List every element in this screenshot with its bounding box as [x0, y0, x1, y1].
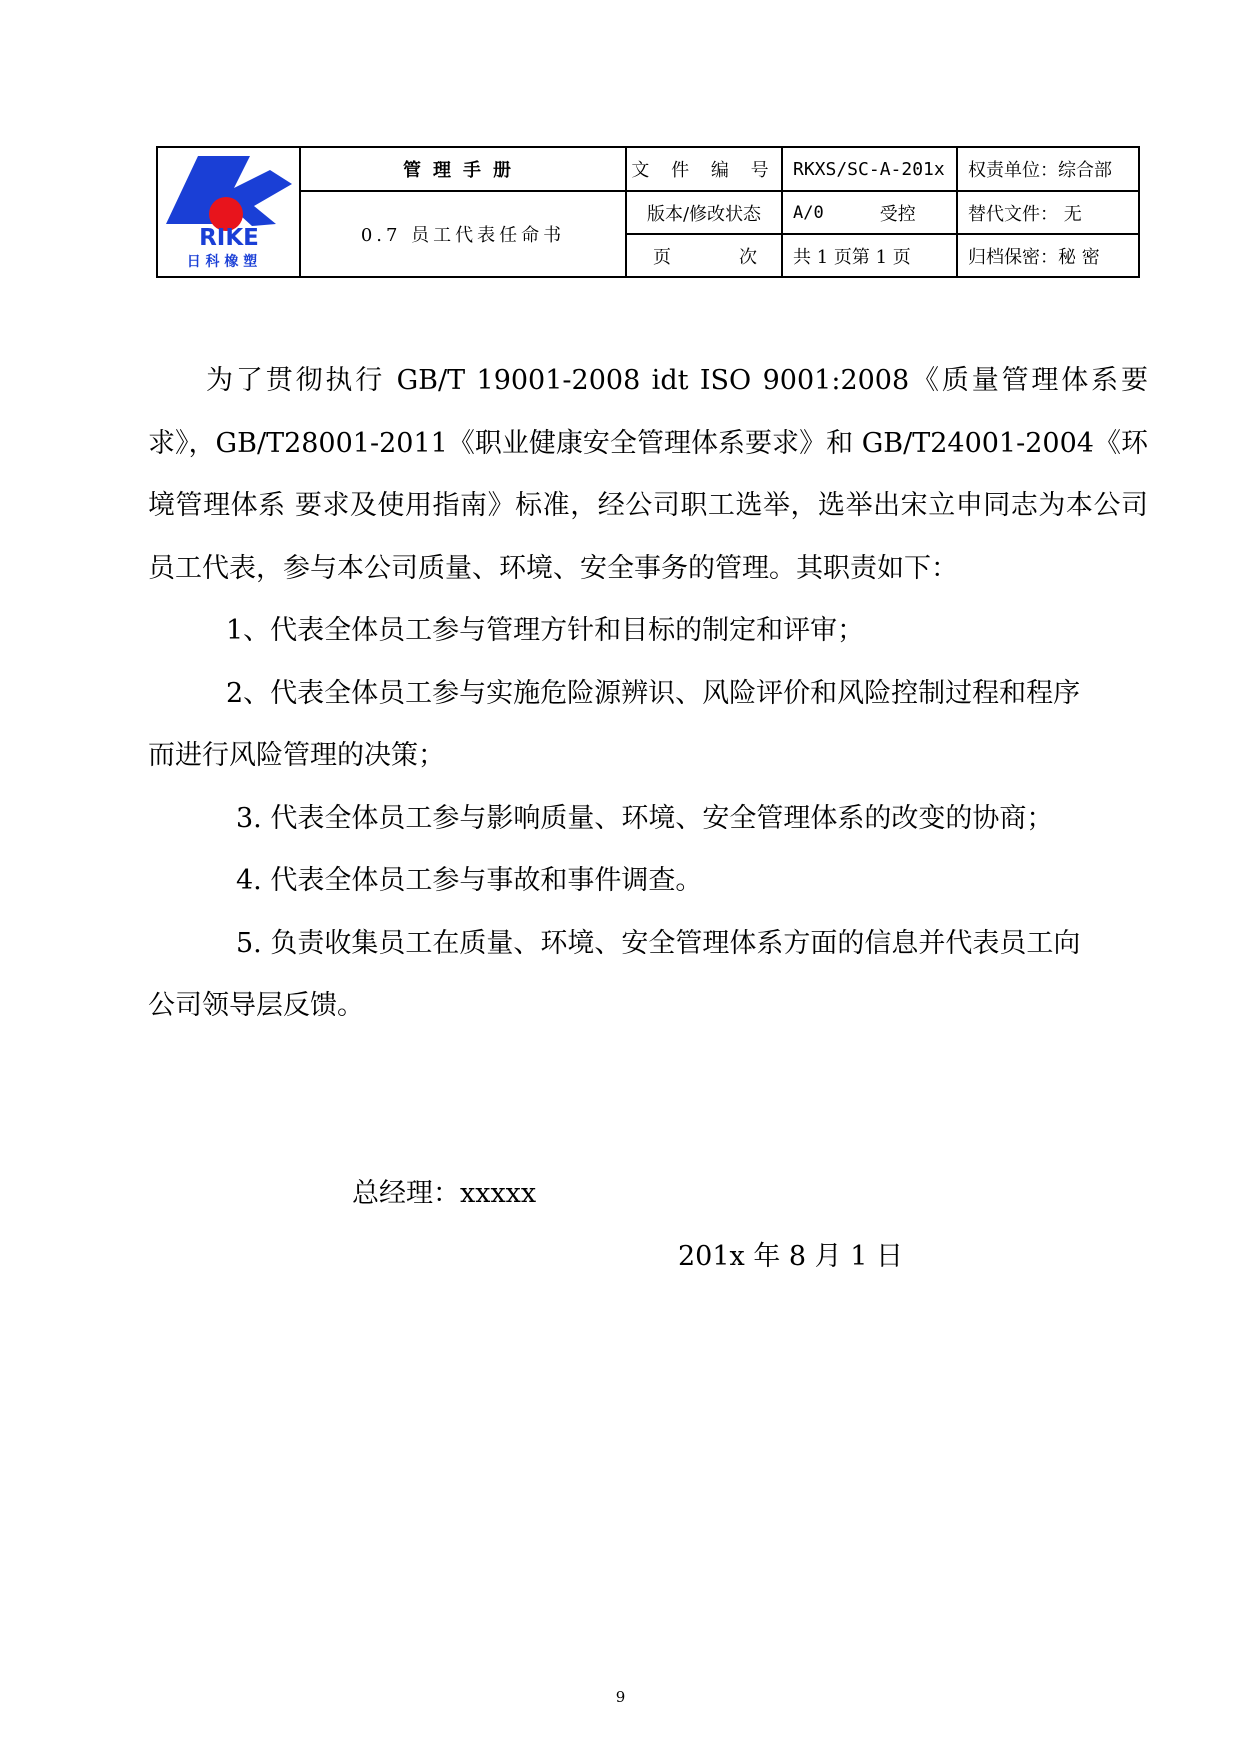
- intro-paragraph: 为了贯彻执行 GB/T 19001-2008 idt ISO 9001:2008《质量管理体系要求》，GB/T28001-2011《职业健康安全管理体系要求》和 GB/T24001-2004《环境管理体系 要求及使用指南》标准，经公司职工选举，选举出宋立申同志为本公司员工代表，参与本公司质量、环境、安全事务的管理。其职责如下：: [148, 365, 1148, 584]
- logo-chinese-text: 日 科 橡 塑: [186, 254, 258, 270]
- manual-title: 管理手册: [403, 160, 523, 181]
- duty-item-5-line-1: 5. 负责收集员工在质量、环境、安全管理体系方面的信息并代表员工向: [236, 927, 1081, 959]
- controlled-status: 受控: [879, 203, 916, 225]
- duty-item-1: 1、代表全体员工参与管理方针和目标的制定和评审；: [226, 615, 865, 646]
- page-label-part-2: 次: [739, 246, 757, 268]
- page-number: 9: [615, 1688, 626, 1706]
- duty-item-4: 4. 代表全体员工参与事故和事件调查。: [236, 865, 703, 896]
- version-label: 版本/修改状态: [646, 203, 762, 225]
- duty-item-3: 3. 代表全体员工参与影响质量、环境、安全管理体系的改变的协商；: [236, 802, 1054, 834]
- document-header-table: [156, 146, 1140, 278]
- logo-text: RIKE: [199, 225, 259, 251]
- page-label: [653, 235, 757, 276]
- duty-item-2-line-1: 2、代表全体员工参与实施危险源辨识、风险评价和风险控制过程和程序: [226, 677, 1081, 709]
- page-label-part-1: 页: [653, 246, 671, 268]
- doc-number-value: RKXS/SC-A-201x: [793, 158, 945, 180]
- duty-item-2-line-2: 而进行风险管理的决策；: [148, 740, 445, 771]
- doc-number-label: 文 件 编 号: [631, 160, 777, 181]
- responsible-unit: 权责单位：综合部: [968, 160, 1112, 181]
- replaced-document: 替代文件： 无: [968, 203, 1082, 225]
- archive-confidentiality: 归档保密：秘 密: [968, 246, 1100, 268]
- company-logo: [158, 148, 300, 276]
- page-count-value: 共 1 页第 1 页: [793, 246, 911, 268]
- duty-item-5-line-2: 公司领导层反馈。: [148, 990, 364, 1021]
- general-manager-signature: 总经理：xxxxx: [352, 1178, 537, 1209]
- version-value-group: [793, 192, 956, 233]
- signature-date: 201x 年 8 月 1 日: [678, 1241, 904, 1272]
- document-body: [148, 350, 1148, 1038]
- version-value: A/0: [793, 202, 824, 223]
- section-title: 0.7 员工代表任命书: [360, 225, 566, 246]
